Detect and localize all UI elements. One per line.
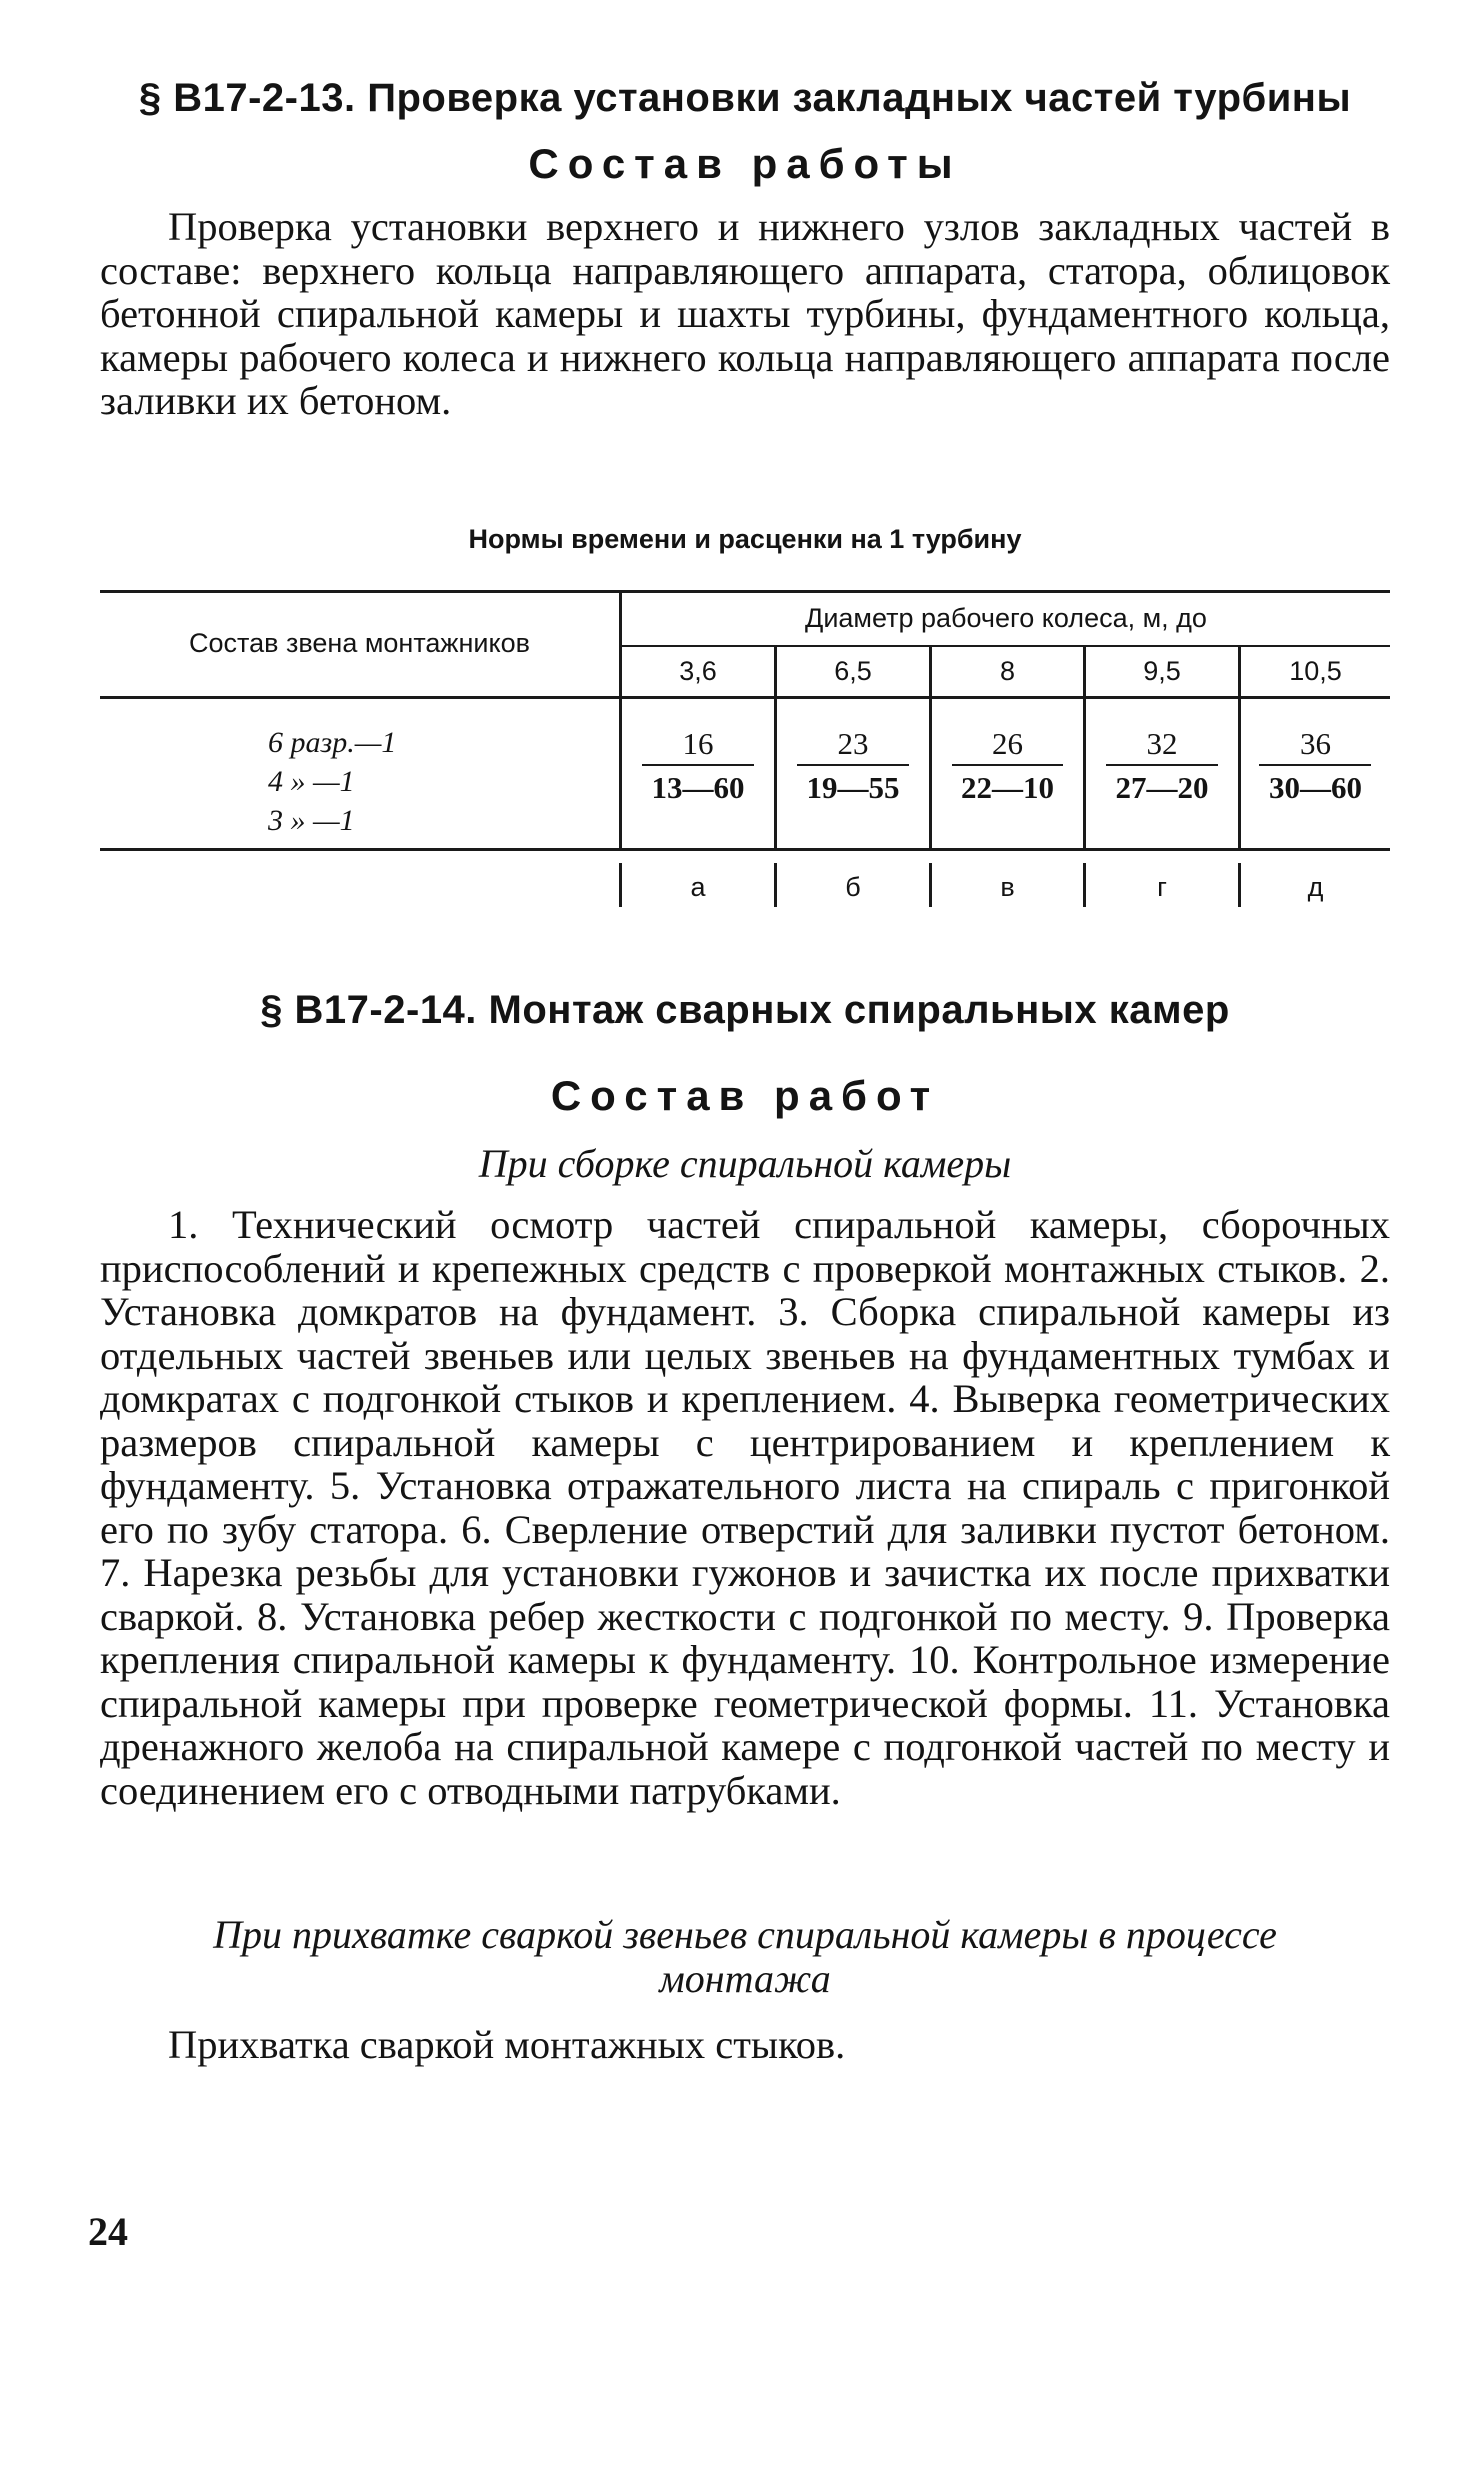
subheading-assembly: При сборке спиральной камеры bbox=[478, 1141, 1012, 1186]
subheading-tack-welding: При прихватке сваркой звеньев спиральной камеры в процессе монтажа bbox=[213, 1912, 1277, 2001]
fraction-bar bbox=[797, 764, 909, 766]
diameter-value: 3,6 bbox=[679, 656, 717, 686]
time-norm: 16 bbox=[682, 726, 714, 761]
diameter-value: 8 bbox=[999, 656, 1016, 686]
rate-value: 30—60 bbox=[1269, 770, 1362, 805]
work-composition-heading: Состав работы bbox=[528, 140, 962, 187]
time-norm: 32 bbox=[1146, 726, 1178, 761]
table-caption: Нормы времени и расценки на 1 турбину bbox=[468, 524, 1022, 554]
section2-paragraph-1: 1. Технический осмотр частей спиральной камеры, сборочных приспособлений и крепежных средств с проверкой монтажных стыков. 2. Установка домкратов на фундамент. 3. Сборка спиральной камеры из отдельных частей звеньев или целых звеньев на фундаментных тумбах и домкратах с подгонкой стыков и креплением. 4. Выверка геометрических размеров спиральной камеры с центрированием и креплением к фундаменту. 5. Установка отражательного листа на спираль с пригонкой его по зубу статора. 6. Сверление отверстий для заливки пустот бетоном. 7. Нарезка резьбы для установки гужонов и зачистка их после прихватки сваркой. 8. Установка ребер жесткости с подгонкой по месту. 9. Проверка крепления спиральной камеры к фундаменту. 10. Контрольное измерение спиральной камеры при проверке геометрической формы. 11. Установка дренажного желоба на спиральной камере с подгонкой частей по месту и соединением его с отводными патрубками. bbox=[100, 1202, 1390, 1813]
fraction-bar bbox=[952, 764, 1063, 766]
table-top-rule bbox=[100, 590, 1390, 593]
section1-paragraph: Проверка установки верхнего и нижнего узлов закладных частей в составе: верхнего кольца направляющего аппарата, статора, облицовок бетонной спиральной камеры и шахты турбины, фундаментного кольца, камеры рабочего колеса и нижнего кольца направляющего аппарата после заливки их бетоном. bbox=[100, 204, 1390, 423]
table-header-divider bbox=[622, 645, 1390, 647]
section-title-b17-2-14: § В17-2-14. Монтаж сварных спиральных камер bbox=[260, 988, 1230, 1032]
section2-paragraph-2: Прихватка сваркой монтажных стыков. bbox=[168, 2022, 846, 2067]
diameter-value: 10,5 bbox=[1289, 656, 1342, 686]
rate-value: 13—60 bbox=[651, 770, 745, 805]
fraction-bar bbox=[1259, 764, 1371, 766]
fraction-bar bbox=[642, 764, 754, 766]
time-norm: 26 bbox=[992, 726, 1023, 761]
column-letter: г bbox=[1157, 872, 1167, 902]
diameter-header: Диаметр рабочего колеса, м, до bbox=[805, 603, 1207, 633]
diameter-value: 6,5 bbox=[834, 656, 872, 686]
column-letter: в bbox=[1000, 872, 1015, 902]
table-body-bottom-rule bbox=[100, 848, 1390, 851]
column-letter: д bbox=[1307, 872, 1324, 902]
diameter-value: 9,5 bbox=[1143, 656, 1181, 686]
table-header-bottom-rule bbox=[100, 696, 1390, 699]
column-letter: а bbox=[690, 872, 706, 902]
column-letter: б bbox=[845, 872, 861, 902]
crew-line: 4 » —1 bbox=[268, 765, 355, 798]
section-title-b17-2-13: § В17-2-13. Проверка установки закладных частей турбины bbox=[138, 76, 1352, 120]
rate-value: 27—20 bbox=[1115, 770, 1209, 805]
crew-line: 6 разр.—1 bbox=[268, 726, 397, 759]
rate-value: 19—55 bbox=[806, 770, 900, 805]
rate-value: 22—10 bbox=[961, 770, 1054, 805]
crew-line: 3 » —1 bbox=[268, 804, 355, 837]
time-norm: 36 bbox=[1300, 726, 1331, 761]
works-composition-heading: Состав работ bbox=[550, 1072, 940, 1119]
time-norm: 23 bbox=[837, 726, 869, 761]
page-number: 24 bbox=[88, 2209, 128, 2254]
crew-header: Состав звена монтажников bbox=[189, 628, 530, 658]
fraction-bar bbox=[1106, 764, 1218, 766]
